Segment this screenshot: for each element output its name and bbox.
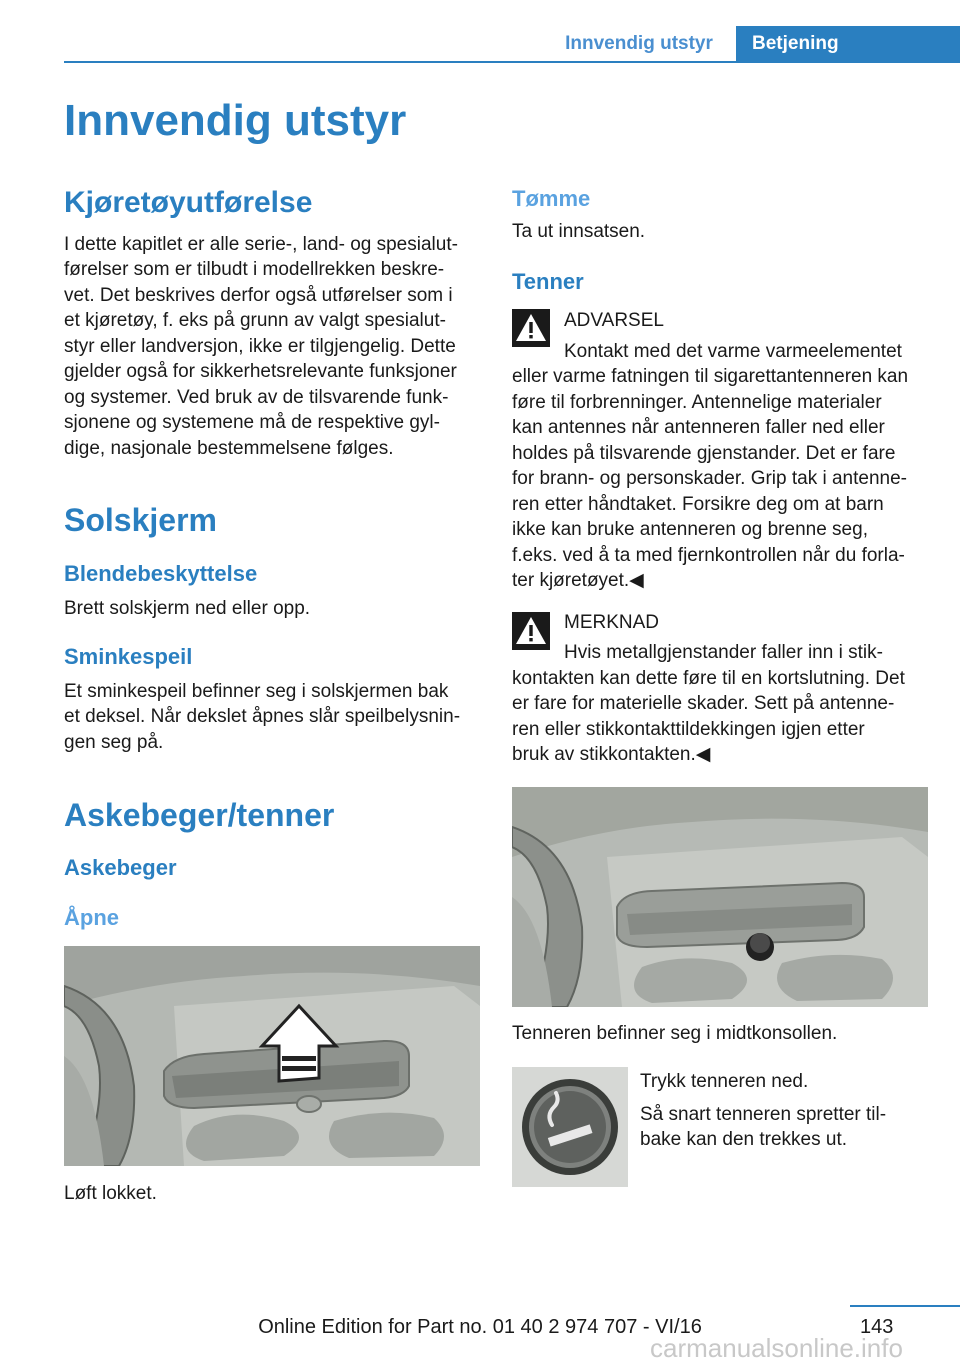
text-line: bake kan den trekkes ut. [640, 1129, 848, 1150]
page-title: Innvendig utstyr [64, 96, 407, 145]
text-line: vet. Det beskrives derfor også utførelser som i [64, 285, 453, 306]
open-heading: Åpne [64, 905, 119, 930]
text-line: gjelder også for sikkerhetsrelevante funksjoner [64, 361, 457, 382]
text-line: for brann- og personskader. Grip tak i antenne‐ [512, 468, 908, 489]
text-line: kan antennes når antenneren faller ned eller [512, 417, 885, 438]
text-line: holdes på tilsvarende gjenstander. Det er fare [512, 443, 896, 464]
footer-rule [850, 1305, 960, 1307]
text-line: styr eller landversjon, ikke er tilgjengelig. Dette [64, 336, 456, 357]
text-line: I dette kapitlet er alle serie-, land- og spesialut‐ [64, 234, 458, 255]
sunvisor-heading: Solskjerm [64, 502, 217, 538]
lighter-button-photo [512, 1067, 628, 1187]
empty-heading: Tømme [512, 186, 591, 211]
watermark: carmanualsonline.info [650, 1333, 903, 1363]
press-lighter-text: Trykk tenneren ned. [640, 1071, 809, 1092]
page-number: 143 [860, 1316, 894, 1338]
vanity-mirror-heading: Sminkespeil [64, 644, 193, 669]
vehicle-version-heading: Kjøretøyutførelse [64, 186, 313, 219]
text-line: er fare for materielle skader. Sett på antenne‐ [512, 693, 895, 714]
header-rule [64, 61, 960, 63]
text-line: ren etter håndtaket. Forsikre deg om at barn [512, 494, 884, 515]
text-line: f.eks. ved å ta med fjernkontrollen når du forla‐ [512, 545, 905, 566]
text-line: ter kjøretøyet.◀ [512, 570, 644, 591]
notice-title: MERKNAD [564, 612, 660, 633]
ashtray-lighter-heading: Askebeger/tenner [64, 797, 335, 833]
text-line: gen seg på. [64, 732, 164, 753]
text-line: Et sminkespeil befinner seg i solskjermen bak [64, 681, 449, 702]
ashtray-lid-photo [64, 946, 480, 1166]
ashtray-heading: Askebeger [64, 855, 177, 880]
text-line: føre til forbrenninger. Antennelige materialer [512, 392, 882, 413]
lift-lid-caption: Løft lokket. [64, 1183, 157, 1204]
edition-footer: Online Edition for Part no. 01 40 2 974 707 - VI/16 [258, 1316, 702, 1338]
text-line: dige, nasjonale bestemmelsene følges. [64, 438, 394, 459]
text-line: førelser som er tilbudt i modellrekken beskre‐ [64, 259, 445, 280]
glare-protection-heading: Blendebeskyttelse [64, 561, 258, 586]
header-section-label: Innvendig utstyr [565, 33, 713, 54]
text-line: Så snart tenneren spretter til‐ [640, 1104, 887, 1125]
header-chapter-tab: Betjening [736, 26, 960, 61]
text-line: eller varme fatningen til sigarettantenneren kan [512, 366, 909, 387]
text-line: Hvis metallgjenstander faller inn i stik‐ [564, 642, 883, 663]
text-line: bruk av stikkontakten.◀ [512, 744, 711, 765]
text-line: et kjøretøy, f. eks på grunn av valgt spesialut‐ [64, 310, 446, 331]
console-caption: Tenneren befinner seg i midtkonsollen. [512, 1023, 838, 1044]
text-line: sjonene og systemene må de respektive gyl‐ [64, 412, 440, 433]
text-line: ren eller stikkontakttildekkingen igjen etter [512, 719, 865, 740]
center-console-photo [512, 787, 928, 1007]
text-line: ikke kan bruke antenneren og brenne seg, [512, 519, 868, 540]
text-line: kontakten kan dette føre til en kortslutning. Det [512, 668, 905, 689]
text-line: et deksel. Når dekslet åpnes slår speilbelysnin‐ [64, 706, 461, 727]
text-line: Kontakt med det varme varmeelementet [564, 341, 902, 362]
warning-triangle-icon [512, 309, 550, 347]
empty-text: Ta ut innsatsen. [512, 221, 646, 242]
text-line: og systemer. Ved bruk av de tilsvarende funk‐ [64, 387, 449, 408]
glare-protection-text: Brett solskjerm ned eller opp. [64, 598, 311, 619]
warning-title: ADVARSEL [564, 310, 664, 331]
lighter-heading: Tenner [512, 269, 584, 294]
warning-triangle-icon [512, 612, 550, 650]
